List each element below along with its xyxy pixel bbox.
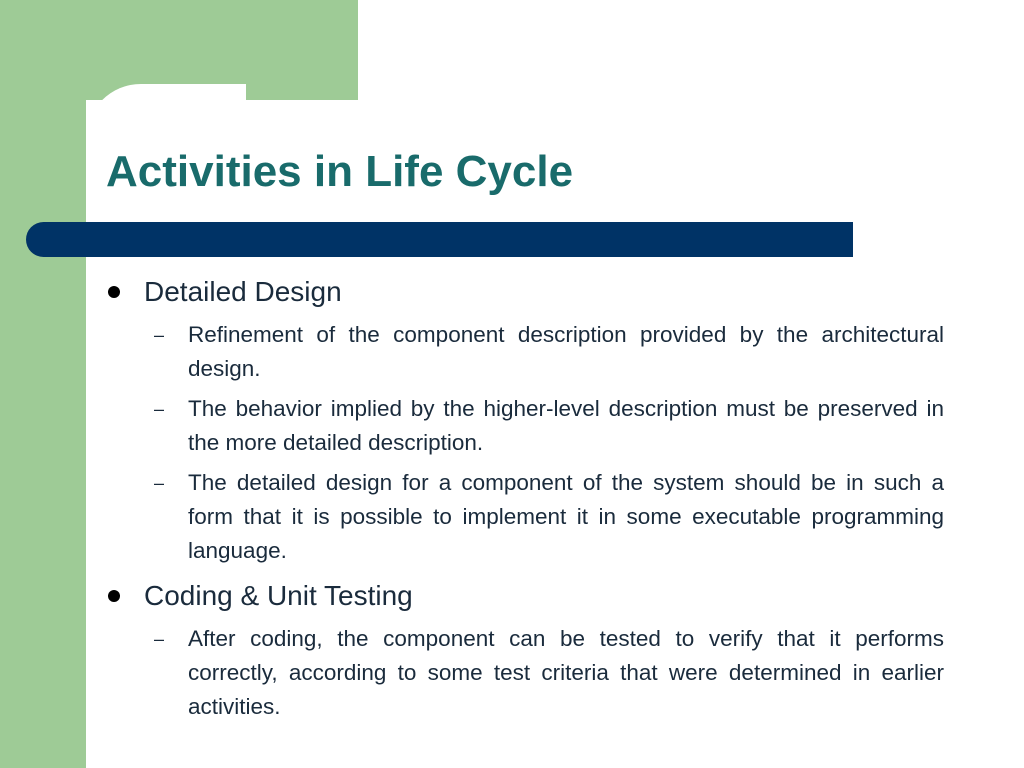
decor-green-strip xyxy=(0,0,86,768)
bullet-dot-icon xyxy=(108,590,120,602)
bullet-text: Detailed Design xyxy=(144,276,342,307)
sub-bullet-text: After coding, the component can be tested to verify that it performs correctly, according to some test criteria that were determined in earlier activities. xyxy=(188,626,944,719)
bullet-text: Coding & Unit Testing xyxy=(144,580,413,611)
sub-bullet-text: Refinement of the component description provided by the architectural design. xyxy=(188,322,944,381)
sub-bullet xyxy=(154,392,944,460)
slide-title: Activities in Life Cycle xyxy=(106,147,574,196)
sub-bullet xyxy=(154,318,944,386)
bullet-dot-icon xyxy=(108,286,120,298)
slide-body xyxy=(106,272,944,724)
dash-icon: – xyxy=(154,399,165,419)
sub-bullet-text: The detailed design for a component of the system should be in such a form that it is possible to implement it in some executable programming language. xyxy=(188,470,944,563)
dash-icon: – xyxy=(154,473,165,493)
sub-bullet-text: The behavior implied by the higher-level description must be preserved in the more detailed description. xyxy=(188,396,944,455)
sub-bullet xyxy=(154,466,944,568)
bullet-detailed-design xyxy=(106,272,944,312)
dash-icon: – xyxy=(154,325,165,345)
title-underline-bar xyxy=(26,222,853,257)
bullet-coding-unit-testing xyxy=(106,576,944,616)
dash-icon: – xyxy=(154,629,165,649)
sub-bullet xyxy=(154,622,944,724)
